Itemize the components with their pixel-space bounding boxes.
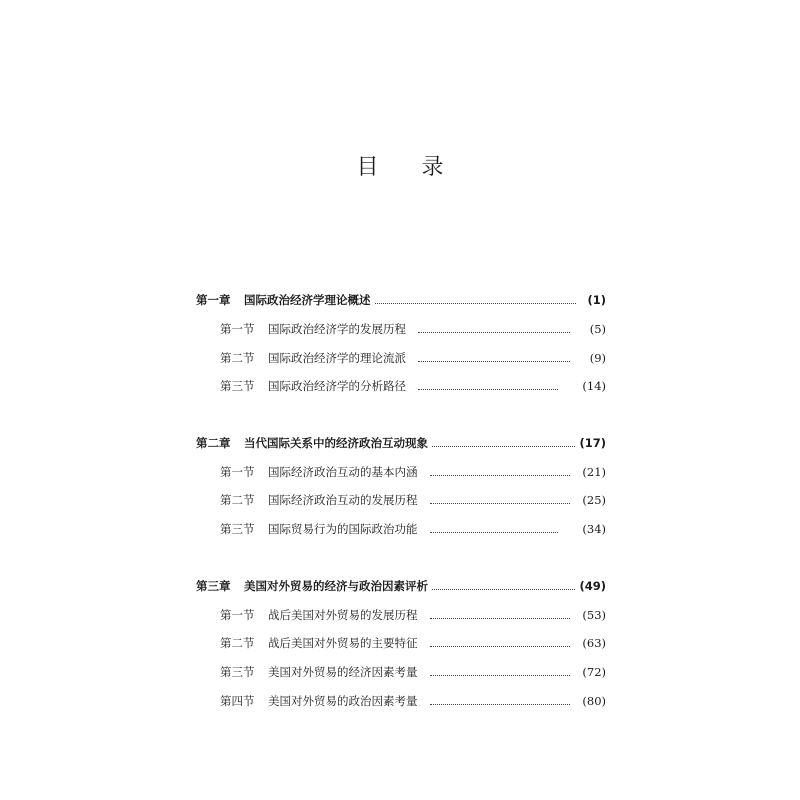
dot-leader [432,446,575,447]
section-title: 战后美国对外贸易的发展历程 [268,608,418,622]
page-number: (1) [587,293,606,307]
section-number: 第三节 [220,522,255,536]
section-number: 第三节 [220,379,255,393]
section-number: 第二节 [220,493,255,507]
chapter-title: 美国对外贸易的经济与政治因素评析 [244,579,428,593]
dot-leader [418,332,570,333]
page-number: (25) [582,493,606,507]
section-number: 第一节 [220,465,255,479]
toc-chapter-2[interactable] [196,431,606,455]
section-number: 第二节 [220,636,255,650]
page-number: (53) [582,608,606,622]
toc-section-2-2[interactable] [220,488,606,512]
toc-section-3-3[interactable] [220,660,606,684]
dot-leader [430,618,571,619]
dot-leader [430,532,559,533]
section-number: 第一节 [220,322,255,336]
dot-leader [430,646,571,647]
chapter-title: 当代国际关系中的经济政治互动现象 [244,436,428,450]
page-number: (21) [582,465,606,479]
toc-section-3-2[interactable] [220,631,606,655]
section-number: 第三节 [220,665,255,679]
page-number: (63) [582,636,606,650]
dot-leader [430,475,571,476]
page-number: (80) [582,694,606,708]
page-number: (17) [579,436,606,450]
section-number: 第一节 [220,608,255,622]
page-number: (34) [582,522,606,536]
section-title: 美国对外贸易的政治因素考量 [268,694,418,708]
toc-section-3-4[interactable] [220,689,606,713]
section-title: 美国对外贸易的经济因素考量 [268,665,418,679]
section-title: 国际经济政治互动的发展历程 [268,493,418,507]
section-number: 第四节 [220,694,255,708]
dot-leader [418,361,570,362]
toc-section-2-3[interactable] [220,517,606,541]
chapter-title: 国际政治经济学理论概述 [244,293,371,307]
section-title: 战后美国对外贸易的主要特征 [268,636,418,650]
dot-leader [432,589,575,590]
section-title: 国际经济政治互动的基本内涵 [268,465,418,479]
dot-leader [430,503,571,504]
toc-section-3-1[interactable] [220,603,606,627]
dot-leader [430,675,571,676]
section-title: 国际政治经济学的分析路径 [268,379,406,393]
chapter-number: 第一章 [196,293,231,307]
toc-section-2-1[interactable] [220,460,606,484]
page-number: (72) [582,665,606,679]
page-number: (9) [589,351,606,365]
page-number: (5) [589,322,606,336]
toc-chapter-3[interactable] [196,574,606,598]
dot-leader [418,389,558,390]
chapter-number: 第三章 [196,579,231,593]
section-number: 第二节 [220,351,255,365]
dot-leader [375,303,577,304]
section-title: 国际政治经济学的发展历程 [268,322,406,336]
toc-section-1-1[interactable] [220,317,606,341]
toc-section-1-2[interactable] [220,346,606,370]
section-title: 国际贸易行为的国际政治功能 [268,522,418,536]
page-number: (14) [582,379,606,393]
page-number: (49) [579,579,606,593]
dot-leader [430,704,571,705]
toc-chapter-1[interactable] [196,288,606,312]
chapter-number: 第二章 [196,436,231,450]
page-title: 目 录 [356,155,462,180]
section-title: 国际政治经济学的理论流派 [268,351,406,365]
toc-section-1-3[interactable] [220,374,606,398]
